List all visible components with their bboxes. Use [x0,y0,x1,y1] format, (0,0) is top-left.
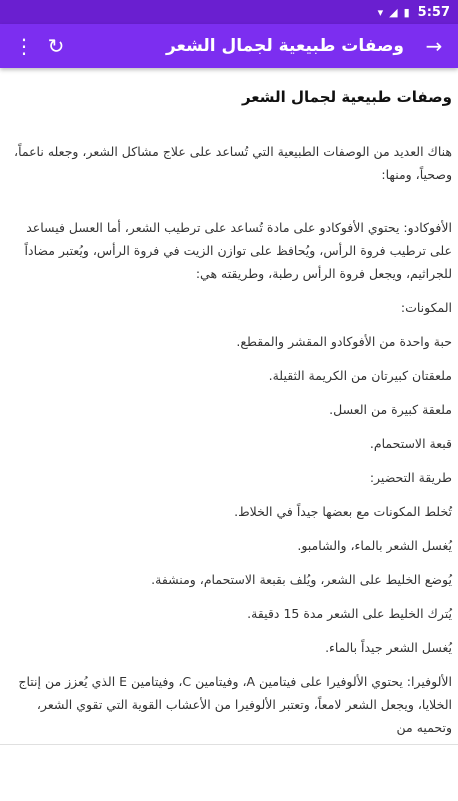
paragraph: يُترك الخليط على الشعر مدة 15 دقيقة. [247,606,452,621]
refresh-icon[interactable]: ↻ [47,34,65,58]
app-title: وصفات طبيعية لجمال الشعر [165,36,404,56]
paragraph: ملعقتان كبيرتان من الكريمة الثقيلة. [268,368,452,383]
paragraph: الأفوكادو: يحتوي الأفوكادو على مادة تُساعد على ترطيب الشعر، أما العسل فيساعد على ترطيب فروة الرأس، ويُحافظ على توازن الزيت في فروة الرأس، ويُعتبر مضاداً للجراثيم، ويجعل فروة الرأس رطبة، وطريقته هي: [24,220,452,281]
signal-icon: ◢ [389,5,398,19]
paragraph: يُغسل الشعر بالماء، والشامبو. [297,538,452,553]
wifi-icon: ▾ [377,5,384,19]
paragraph: ملعقة كبيرة من العسل. [329,402,452,417]
paragraph: حبة واحدة من الأفوكادو المقشر والمقطع. [236,334,452,349]
paragraph: يُغسل الشعر جيداً بالماء. [325,640,452,655]
paragraph: يُوضع الخليط على الشعر، ويُلف بقبعة الاستحمام، ومنشفة. [151,572,452,587]
paragraph: تُخلط المكونات مع بعضها جيداً في الخلاط. [234,504,452,519]
article-content[interactable] [0,68,458,744]
status-time: 5:57 [417,4,450,20]
paragraph: المكونات: [400,300,452,315]
article-title: وصفات طبيعية لجمال الشعر [241,88,452,106]
battery-icon: ▮ [403,5,410,19]
arrow-forward-icon[interactable]: → [425,34,443,58]
bottom-area [0,744,458,801]
paragraph: طريقة التحضير: [369,470,452,485]
app-bar [0,24,458,68]
more-vert-icon[interactable]: ⋮ [14,34,34,58]
paragraph: قبعة الاستحمام. [369,436,452,451]
paragraph: الألوفيرا: يحتوي الألوفيرا على فيتامين A، وفيتامين C، وفيتامين E الذي يُعزز من إنتاج الخلايا، ويجعل الشعر لامعاً، وتعتبر الألوفيرا من الأعشاب القوية التي تقوي الشعر، وتحميه من [18,674,452,735]
paragraph: هناك العديد من الوصفات الطبيعية التي تُساعد على علاج مشاكل الشعر، وجعله ناعماً، وصحياً، ومنها: [14,144,452,182]
status-bar [0,0,458,24]
